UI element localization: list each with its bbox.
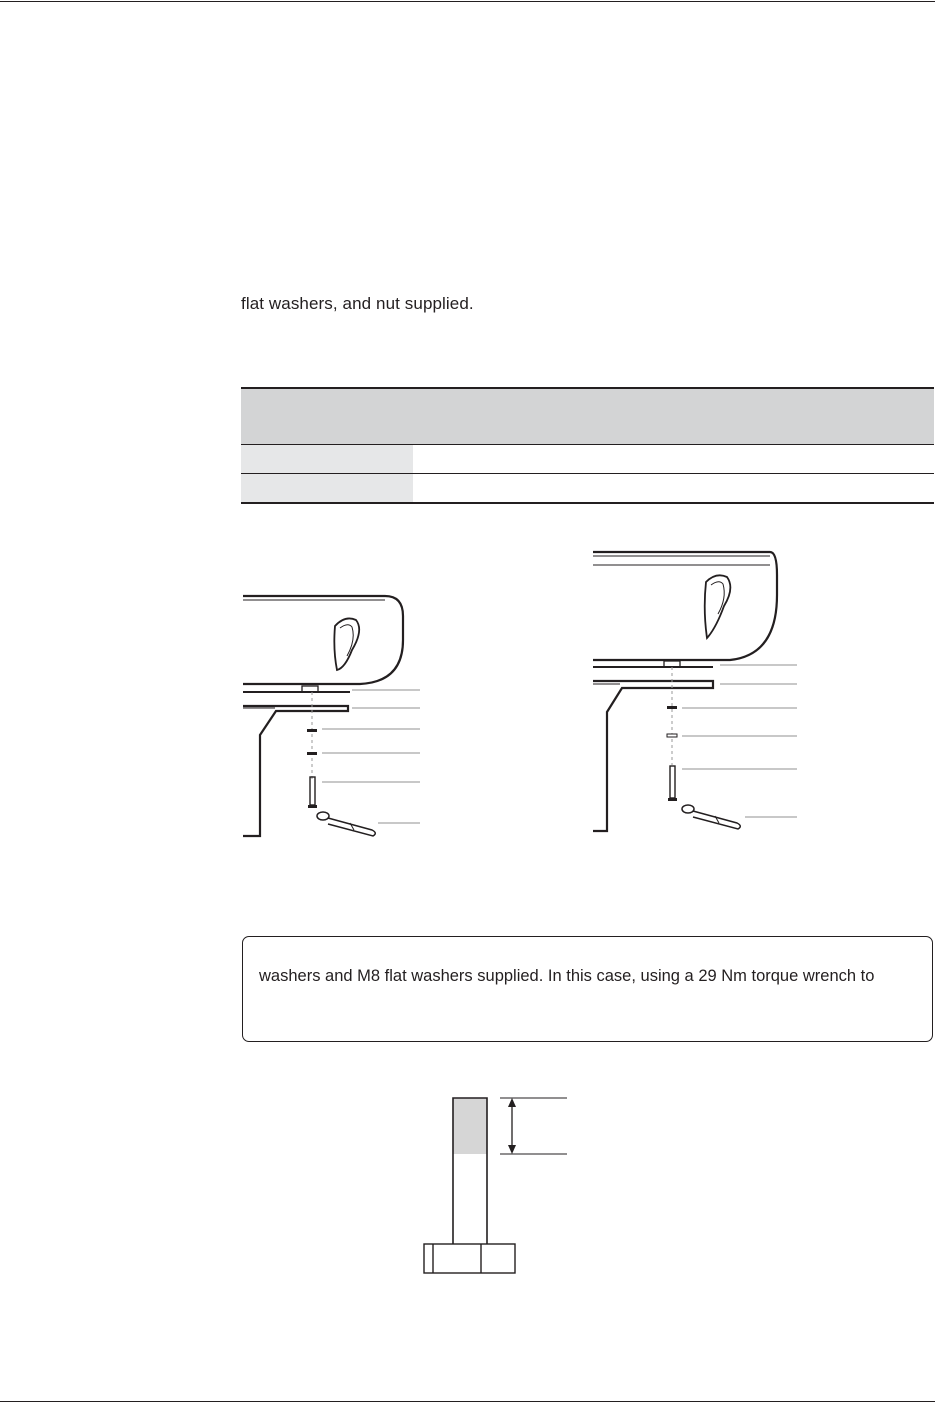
bolt-thread-shaded — [453, 1098, 487, 1154]
wrench-icon — [682, 805, 740, 829]
indoor-unit-body — [593, 552, 777, 667]
dimension-arrow-down-icon — [508, 1145, 516, 1154]
spec-table-header — [241, 388, 934, 445]
bolt-head-outline — [424, 1244, 515, 1273]
dimension-arrow-up-icon — [508, 1098, 516, 1107]
table-cell-value — [413, 445, 934, 474]
note-text: washers and M8 flat washers supplied. In this case, using a 29 Nm torque wrench to — [259, 967, 875, 985]
footer-rule — [0, 1401, 935, 1402]
table-cell-value — [413, 474, 934, 504]
mounting-bracket — [243, 706, 348, 836]
flat-washer — [307, 752, 317, 755]
wrench-icon — [317, 812, 375, 836]
table-cell-label — [241, 445, 413, 474]
bolt — [670, 766, 675, 798]
table-row — [241, 474, 934, 504]
flat-washer — [667, 734, 677, 737]
mounting-bracket — [593, 681, 713, 831]
indoor-unit-body — [243, 596, 403, 692]
body-text: flat washers, and nut supplied. — [241, 294, 474, 313]
spring-washer — [307, 729, 317, 732]
table-row — [241, 445, 934, 474]
table-cell-label — [241, 474, 413, 504]
installation-figure-left — [241, 585, 431, 845]
bolt-head — [668, 798, 677, 801]
bolt-head — [308, 805, 317, 808]
spring-washer — [667, 706, 677, 709]
installation-figure-right — [590, 545, 800, 840]
header-rule — [0, 1, 935, 2]
note-box — [242, 936, 933, 1042]
bolt-dimension-diagram — [420, 1090, 570, 1280]
spec-table — [241, 387, 934, 504]
bolt — [310, 777, 315, 805]
